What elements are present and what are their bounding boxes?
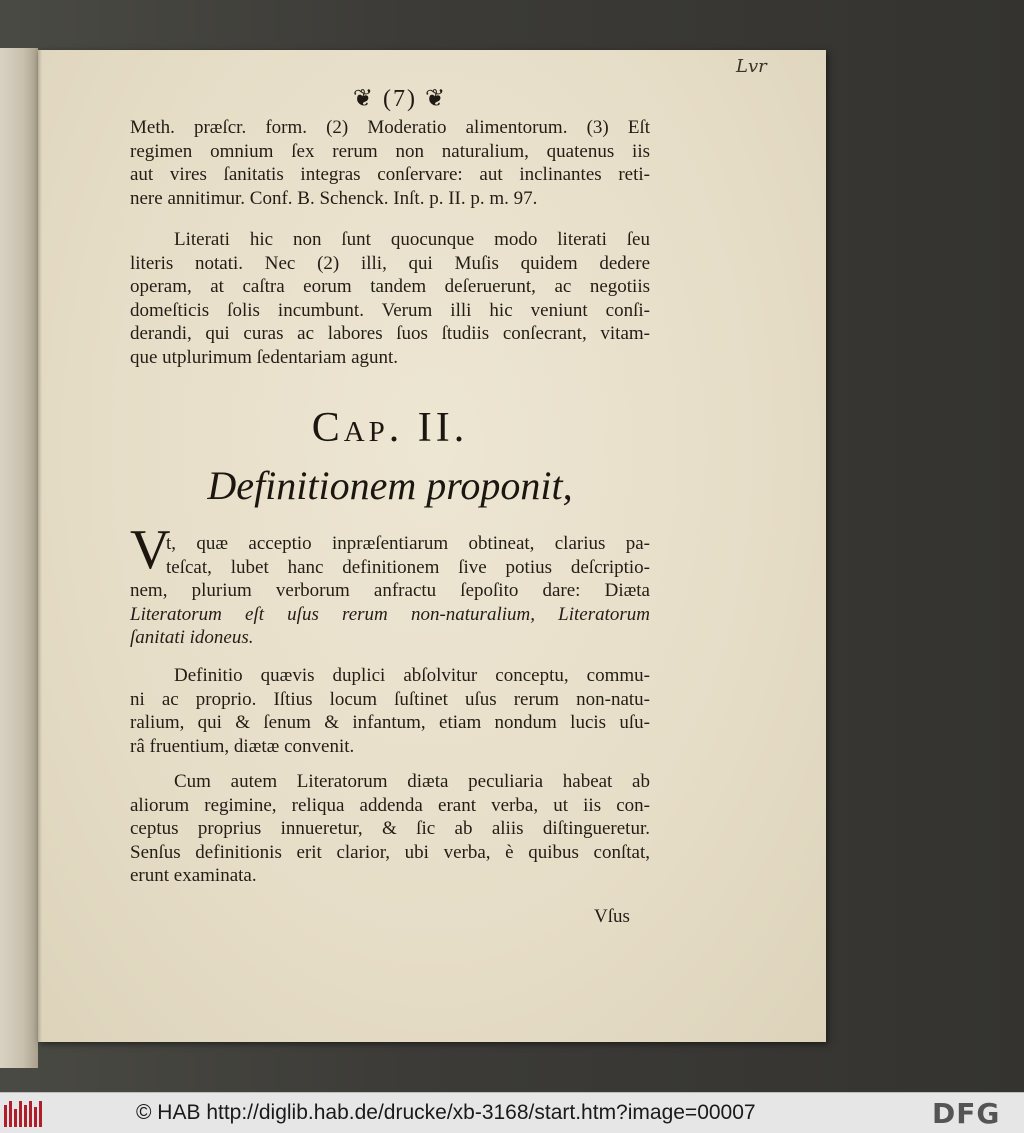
drop-cap: V xyxy=(130,519,171,581)
paragraph-2 xyxy=(130,228,650,370)
text-line: operam, at caſtra eorum tandem deſeruerunt, ac negotiis xyxy=(130,276,650,298)
page-number-text: (7) xyxy=(383,86,417,112)
dfg-logo: DFG xyxy=(932,1097,1001,1130)
paragraph-5 xyxy=(130,770,650,888)
text-line: ralium, qui & ſenum & infantum, etiam nondum lucis uſu- xyxy=(130,712,650,734)
text-line: t, quæ acceptio inpræſentiarum obtineat, clarius pa- xyxy=(166,533,650,554)
text-line: domeſticis ſolis incumbunt. Verum illi hic veniunt conſi- xyxy=(130,299,650,321)
text-line: Literatorum eſt uſus rerum non-naturalium, Literatorum xyxy=(130,603,650,625)
hab-logo-icon xyxy=(4,1101,44,1127)
text-line: aut vires ſanitatis integras conſervare: aut inclinantes reti- xyxy=(130,164,650,186)
text-line: Literati hic non ſunt quocunque modo literati ſeu xyxy=(174,229,650,250)
footer-bar xyxy=(0,1092,1024,1133)
chapter-heading: Cap. II. xyxy=(311,405,469,451)
text-line: Senſus definitionis erit clarior, ubi verba, è quibus conſtat, xyxy=(130,841,650,863)
text-line: Meth. præſcr. form. (2) Moderatio alimentorum. (3) Eſt xyxy=(130,117,650,138)
page-gutter-shadow xyxy=(38,50,42,1042)
text-line: Definitio quævis duplici abſolvitur conceptu, commu- xyxy=(174,665,650,686)
facing-page-edge xyxy=(0,48,38,1068)
text-line: nem, plurium verborum anfractu ſepoſito dare: Diæta xyxy=(130,580,650,602)
text-line: que utplurimum ſedentariam agunt. xyxy=(130,346,399,368)
chapter-subtitle: Definitionem proponit, xyxy=(207,463,573,508)
text-line: aliorum regimine, reliqua addenda erant verba, ut iis con- xyxy=(130,794,650,816)
text-line: ſanitati idoneus. xyxy=(130,627,254,649)
paragraph-4 xyxy=(130,664,650,758)
text-line: nere annitimur. Conf. B. Schenck. Inſt. p. II. p. m. 97. xyxy=(130,187,538,209)
text-line: regimen omnium ſex rerum non naturalium, quatenus iis xyxy=(130,140,650,162)
text-line: ni ac proprio. Iſtius locum ſuſtinet uſus rerum non-natu- xyxy=(130,688,650,710)
text-line: literis notati. Nec (2) illi, qui Muſis quidem dedere xyxy=(130,252,650,274)
text-line: Cum autem Literatorum diæta peculiaria habeat ab xyxy=(174,771,650,792)
text-line: derandi, qui curas ac labores ſuos ſtudiis conſecrant, vitam- xyxy=(130,323,650,345)
copyright-link[interactable]: © HAB http://diglib.hab.de/drucke/xb-3168/start.htm?image=00007 xyxy=(136,1101,756,1124)
paragraph-1 xyxy=(130,116,650,210)
text-line: râ fruentium, diætæ convenit. xyxy=(130,735,355,757)
page-number: ❦ (7) ❦ xyxy=(352,86,448,112)
text-line: ceptus proprius innueretur, & ſic ab aliis diſtingueretur. xyxy=(130,818,650,840)
manuscript-note: Lvr xyxy=(736,56,767,77)
paragraph-3 xyxy=(130,532,650,650)
text-line: erunt examinata. xyxy=(130,865,257,887)
text-line: teſcat, lubet hanc definitionem ſive potius deſcriptio- xyxy=(166,556,650,578)
catchword: Vſus xyxy=(594,906,630,927)
